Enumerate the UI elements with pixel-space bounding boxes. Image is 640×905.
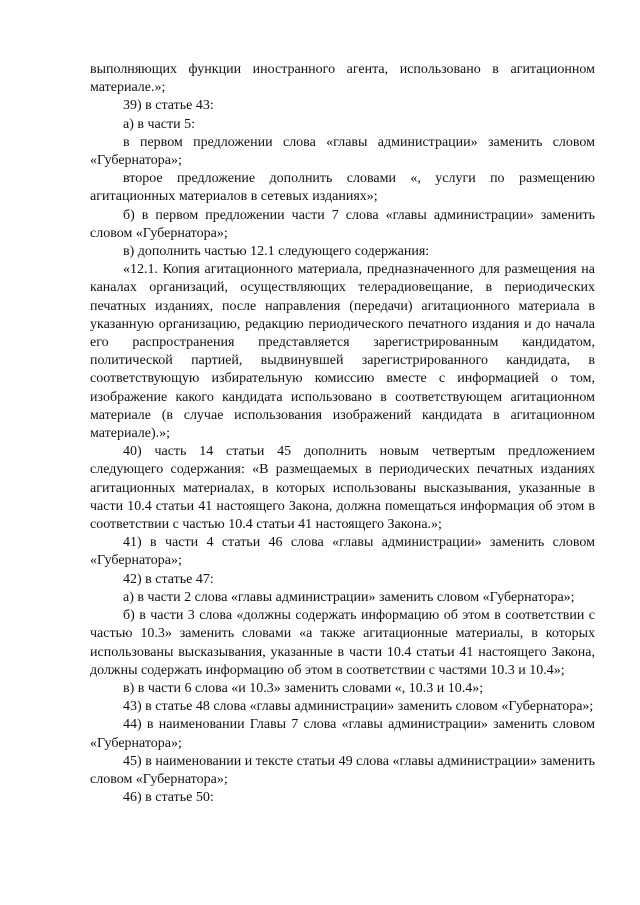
paragraph-item-41: 41) в части 4 статьи 46 слова «главы администрации» заменить словом «Губернатора»; xyxy=(90,535,595,569)
paragraph-subitem-v: в) дополнить частью 12.1 следующего содержания: xyxy=(123,244,430,260)
paragraph-item-45: 45) в наименовании и тексте статьи 49 слова «главы администрации» заменить словом «Губернатора»; xyxy=(90,753,595,787)
paragraph-item-46: 46) в статье 50: xyxy=(123,790,214,806)
paragraph-item-43: 43) в статье 48 слова «главы администрации» заменить словом «Губернатора»; xyxy=(123,699,594,715)
paragraph-subitem-v-47: в) в части 6 слова «и 10.3» заменить словами «, 10.3 и 10.4»; xyxy=(123,680,484,696)
document-body xyxy=(90,61,595,807)
paragraph-subitem-a: а) в части 5: xyxy=(123,116,195,132)
paragraph-subitem-b: б) в первом предложении части 7 слова «главы администрации» заменить словом «Губернатора»; xyxy=(90,207,595,241)
paragraph-first-sentence: в первом предложении слова «главы администрации» заменить словом «Губернатора»; xyxy=(90,134,595,169)
paragraph-item-39: 39) в статье 43: xyxy=(123,98,214,114)
paragraph-item-44: 44) в наименовании Главы 7 слова «главы администрации» заменить словом «Губернатора»; xyxy=(90,717,595,751)
paragraph-second-sentence: второе предложение дополнить словами «, услуги по размещению агитационных материалов в сетевых изданиях»; xyxy=(90,171,595,205)
paragraph-continuation: выполняющих функции иностранного агента, использовано в агитационном материале.»; xyxy=(90,62,595,96)
paragraph-subitem-b-47: б) в части 3 слова «должны содержать информацию об этом в соответствии с частью 10.3» заменить словами «а также агитационные материалы, в которых использованы высказывания, указанные в части 10.4 статьи 41 настоящего Закона, должны содержать информацию об этом в соответствии с частями 10.3 и 10.4»; xyxy=(90,608,595,678)
paragraph-item-40: 40) часть 14 статьи 45 дополнить новым четвертым предложением следующего содержания: «В размещаемых в периодических печатных изданиях агитационных материалах, в которых использованы высказывания, указанные в части 10.4 статьи 41 настоящего Закона, должна помещаться информация об этом в соответствии с частью 10.4 статьи 41 настоящего Закона.»; xyxy=(90,444,595,533)
paragraph-item-42: 42) в статье 47: xyxy=(123,571,214,587)
paragraph-subitem-a-47: а) в части 2 слова «главы администрации» заменить словом «Губернатора»; xyxy=(123,589,575,605)
paragraph-part-12-1: «12.1. Копия агитационного материала, предназначенного для размещения на каналах организаций, осуществляющих телерадиовещание, в периодических печатных изданиях, после направления (передачи) агитационного материала в указанную организацию, редакцию периодического печатного издания и до начала его распространения представляется зарегистрированным кандидатом, политической партией, выдвинувшей зарегистрированного кандидата, в соответствующую избирательную комиссию вместе с информацией о том, изображение какого кандидата использовано в соответствующем агитационном материале (в случае использования изображений кандидата в агитационном материале).»; xyxy=(90,262,595,442)
